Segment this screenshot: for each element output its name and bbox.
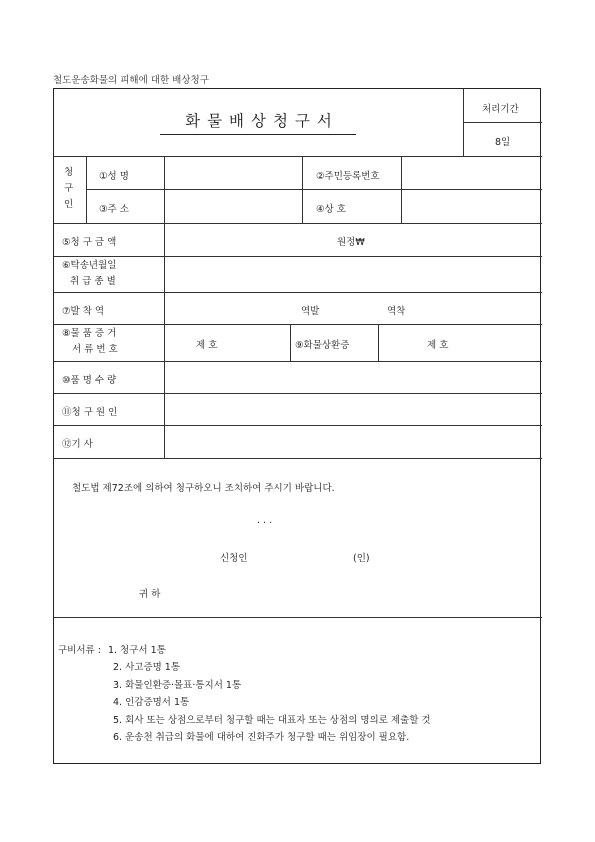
name-field[interactable]: [165, 157, 301, 188]
proof-label: [62, 326, 118, 358]
processing-value: 8일: [495, 137, 511, 148]
top-caption: 철도운송화물의 피해에 대한 배상청구: [53, 75, 209, 86]
seal-mark: (인): [353, 553, 370, 564]
claimant-char: 인: [64, 199, 74, 210]
address-field[interactable]: [165, 190, 301, 222]
amount-label: ⑤청 구 금 액: [62, 237, 117, 248]
reason-field[interactable]: [165, 394, 541, 424]
attachment-item: 4. 인감증명서 1통: [113, 697, 190, 709]
recipient-label: 귀 하: [139, 589, 161, 600]
rule: [54, 617, 542, 618]
rrn-label: ②주민등록번호: [316, 171, 380, 182]
attachment-item: 6. 운송천 취급의 화물에 대하여 진화주가 청구할 때는 위임장이 필요함.: [113, 732, 410, 744]
rule: [54, 223, 542, 224]
attachment-item: 3. 화물인환증·몰표·통지서 1통: [113, 679, 242, 691]
station-label: ⑦발 착 역: [62, 306, 105, 317]
rrn-field[interactable]: [402, 157, 541, 188]
quantity-label: ⑩품 명 수 량: [62, 375, 117, 386]
claimant-group-label: [64, 165, 73, 213]
reason-label: ⑪청 구 원 인: [62, 407, 118, 418]
rule: [54, 458, 542, 459]
rule: [54, 292, 542, 293]
applicant-label: 신청인: [220, 553, 248, 564]
rule: [290, 324, 291, 361]
claimant-char: 청: [64, 167, 74, 178]
rule: [378, 324, 379, 361]
cargo-exchange-label: ⑨화물상환증: [295, 340, 350, 351]
attachments-list: [58, 642, 431, 746]
processing-divider: [463, 122, 542, 123]
proof-value[interactable]: 제 호: [196, 340, 218, 351]
station-depart[interactable]: 역발: [301, 306, 320, 317]
trade-name-field[interactable]: [402, 190, 541, 222]
amount-value[interactable]: 원정₩: [337, 237, 365, 248]
shipping-label-line: ⑥탁송년월일: [62, 260, 117, 271]
attachment-item: 2. 사고증명 1통: [113, 662, 181, 674]
quantity-field[interactable]: [165, 362, 541, 392]
processing-label: 처리기간: [482, 104, 519, 115]
notes-label: ⑫기 사: [62, 439, 93, 450]
claim-form: [53, 88, 541, 764]
rule: [302, 156, 303, 223]
proof-label-line: ⑧물 품 증 거: [62, 328, 117, 339]
name-label: ①성 명: [99, 171, 129, 182]
shipping-field[interactable]: [165, 257, 541, 291]
cargo-exchange-value[interactable]: 제 호: [427, 340, 449, 351]
attachment-text: 1. 청구서 1통: [107, 645, 166, 656]
proof-label-line: 서 류 번 호: [72, 344, 118, 355]
statement-text: 철도법 제72조에 의하여 청구하오니 조치하여 주시기 바랍니다.: [72, 483, 335, 494]
attachment-item: [58, 642, 431, 659]
attachments-label: 구비서류 :: [58, 645, 101, 656]
rule: [86, 156, 87, 223]
notes-field[interactable]: [165, 426, 541, 457]
form-title: 화물배상청구서: [185, 112, 339, 130]
shipping-label: [62, 258, 116, 290]
trade-name-label: ④상 호: [316, 204, 346, 215]
rule: [54, 324, 542, 325]
station-arrive[interactable]: 역착: [387, 306, 406, 317]
address-label: ③주 소: [99, 204, 129, 215]
claimant-char: 구: [64, 183, 74, 194]
shipping-label-line: 취 급 종 별: [70, 276, 116, 287]
attachment-item: 5. 회사 또는 상점으로부터 청구할 때는 대표자 또는 상점의 명의로 제출할 것: [113, 714, 431, 726]
title-underline: [160, 134, 356, 135]
date-dots: . . .: [257, 515, 273, 526]
